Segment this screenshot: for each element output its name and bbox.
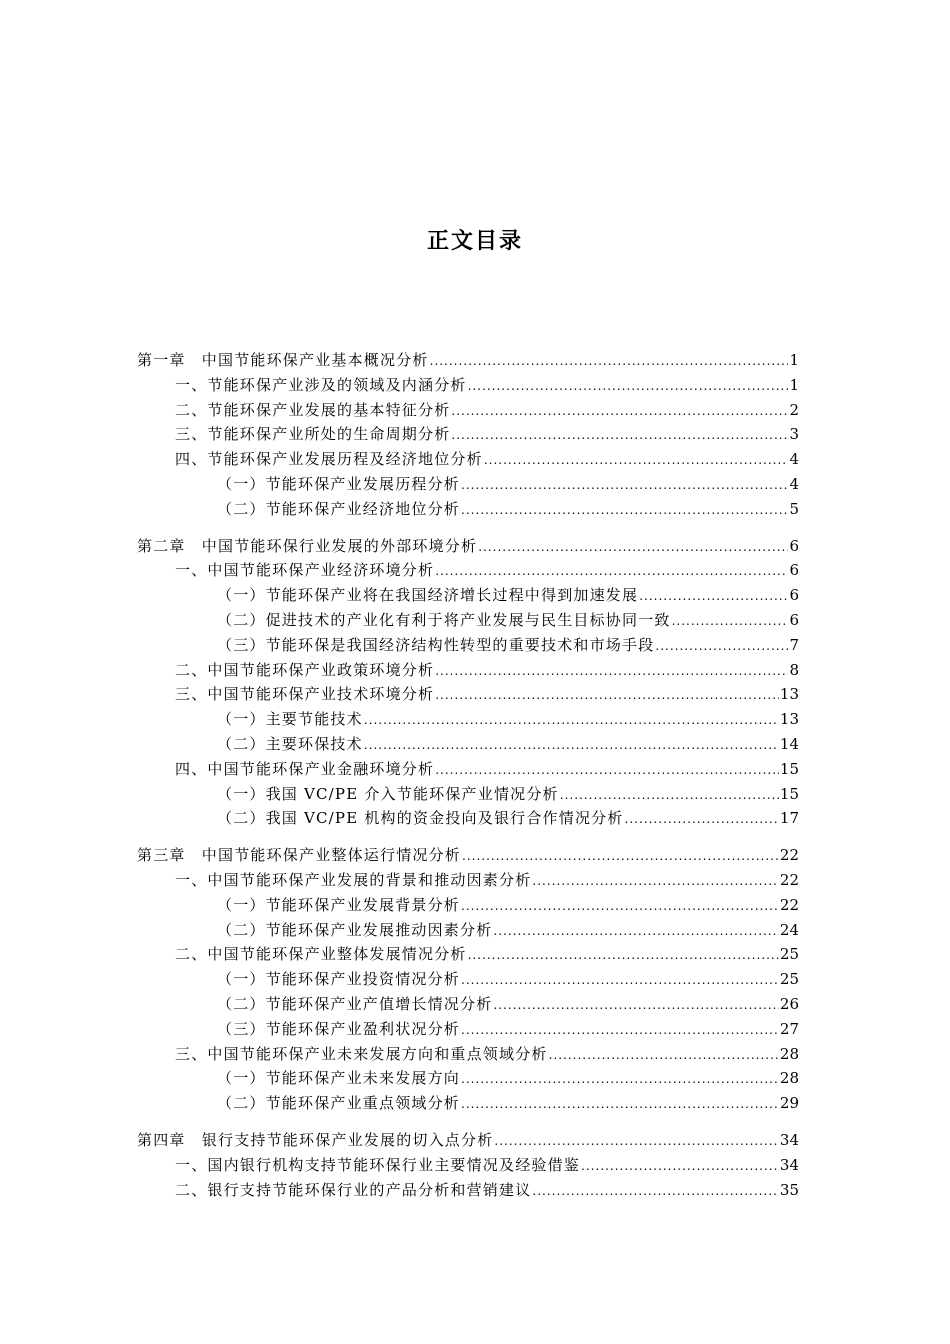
toc-dot-leader <box>468 943 779 968</box>
toc-entry[interactable] <box>137 843 799 868</box>
toc-entry[interactable] <box>137 967 799 992</box>
toc-dot-leader <box>435 559 788 584</box>
toc-dot-leader <box>461 498 788 523</box>
toc-entry-title: 二、中国节能环保产业整体发展情况分析 <box>175 945 467 964</box>
toc-entry[interactable] <box>137 806 799 831</box>
toc-entry[interactable] <box>137 558 799 583</box>
toc-entry-title: 三、节能环保产业所处的生命周期分析 <box>175 425 451 444</box>
toc-entry-title: （一）节能环保产业未来发展方向 <box>217 1069 461 1088</box>
toc-entry[interactable] <box>137 1091 799 1116</box>
toc-entry[interactable] <box>137 497 799 522</box>
toc-entry[interactable] <box>137 732 799 757</box>
page-title: 正文目录 <box>426 229 523 254</box>
toc-dot-leader <box>478 535 788 560</box>
toc-entry-page: 35 <box>779 1180 799 1199</box>
toc-dot-leader <box>655 634 788 659</box>
toc-dot-leader <box>435 758 779 783</box>
toc-entry-page: 28 <box>779 1069 799 1088</box>
toc-entry[interactable] <box>137 1017 799 1042</box>
toc-dot-leader <box>430 349 789 374</box>
toc-entry[interactable] <box>137 1178 799 1203</box>
toc-entry-page: 25 <box>779 945 799 964</box>
toc-entry[interactable] <box>137 447 799 472</box>
toc-entry-page: 7 <box>789 635 799 654</box>
toc-entry[interactable] <box>137 992 799 1017</box>
toc-entry-page: 6 <box>789 610 799 629</box>
toc-entry-title: （一）节能环保产业投资情况分析 <box>217 970 461 989</box>
toc-dot-leader <box>461 1092 779 1117</box>
toc-entry-page: 25 <box>779 970 799 989</box>
toc-entry-title: （二）主要环保技术 <box>217 734 363 753</box>
toc-dot-leader <box>451 423 788 448</box>
toc-entry-page: 34 <box>779 1155 799 1174</box>
toc-dot-leader <box>549 1043 779 1068</box>
toc-entry-title: （一）主要节能技术 <box>217 710 363 729</box>
toc-dot-leader <box>462 844 779 869</box>
toc-dot-leader <box>364 733 779 758</box>
toc-entry-title: （二）节能环保产业经济地位分析 <box>217 499 461 518</box>
toc-entry-title: 三、中国节能环保产业技术环境分析 <box>175 685 435 704</box>
toc-dot-leader <box>560 783 779 808</box>
toc-entry-title: 二、银行支持节能环保行业的产品分析和营销建议 <box>175 1180 532 1199</box>
toc-dot-leader <box>451 399 788 424</box>
toc-entry-page: 22 <box>779 870 799 889</box>
toc-entry-page: 4 <box>789 450 799 469</box>
toc-entry-page: 27 <box>779 1019 799 1038</box>
toc-entry[interactable] <box>137 782 799 807</box>
toc-dot-leader <box>581 1154 779 1179</box>
toc-dot-leader <box>494 1129 779 1154</box>
toc-dot-leader <box>461 968 779 993</box>
toc-entry-title: 一、国内银行机构支持节能环保行业主要情况及经验借鉴 <box>175 1155 581 1174</box>
toc-entry[interactable] <box>137 893 799 918</box>
toc-entry[interactable] <box>137 1042 799 1067</box>
toc-entry-title: 第一章 中国节能环保产业基本概况分析 <box>137 351 429 369</box>
toc-entry-page: 6 <box>789 536 799 555</box>
toc-entry-title: 第三章 中国节能环保产业整体运行情况分析 <box>137 846 462 865</box>
toc-entry-title: 一、中国节能环保产业发展的背景和推动因素分析 <box>175 870 532 889</box>
toc-entry[interactable] <box>137 583 799 608</box>
toc-entry-title: （一）节能环保产业发展背景分析 <box>217 895 461 914</box>
toc-dot-leader <box>461 473 788 498</box>
toc-dot-leader <box>672 609 789 634</box>
toc-entry[interactable] <box>137 1153 799 1178</box>
toc-entry-title: （三）节能环保产业盈利状况分析 <box>217 1019 461 1038</box>
toc-entry-page: 2 <box>789 400 799 419</box>
toc-entry[interactable] <box>137 348 799 373</box>
toc-dot-leader <box>435 659 788 684</box>
toc-entry-page: 22 <box>779 895 799 914</box>
toc-entry-page: 34 <box>779 1130 799 1149</box>
toc-entry-title: （二）节能环保产业产值增长情况分析 <box>217 994 493 1013</box>
toc-dot-leader <box>625 807 779 832</box>
toc-entry-page: 3 <box>789 425 799 444</box>
toc-entry-title: 一、节能环保产业涉及的领域及内涵分析 <box>175 375 467 394</box>
toc-entry[interactable] <box>137 633 799 658</box>
toc-dot-leader <box>435 683 779 708</box>
toc-dot-leader <box>468 374 789 399</box>
toc-entry-page: 15 <box>779 784 799 803</box>
toc-entry-page: 4 <box>789 474 799 493</box>
toc-entry-page: 24 <box>779 920 799 939</box>
toc-entry-page: 22 <box>779 846 799 865</box>
toc-entry[interactable] <box>137 422 799 447</box>
toc-entry-page: 14 <box>779 734 799 753</box>
toc-dot-leader <box>484 448 789 473</box>
toc-entry-page: 13 <box>779 710 799 729</box>
toc-entry[interactable] <box>137 534 799 559</box>
toc-entry-title: （一）节能环保产业发展历程分析 <box>217 474 461 493</box>
toc-entry[interactable] <box>137 1066 799 1091</box>
toc-entry-title: 二、节能环保产业发展的基本特征分析 <box>175 400 451 419</box>
toc-dot-leader <box>532 869 779 894</box>
toc-entry-title: 二、中国节能环保产业政策环境分析 <box>175 660 435 679</box>
toc-entry-page: 1 <box>789 375 799 394</box>
toc-entry-page: 5 <box>789 499 799 518</box>
toc-entry-title: 第二章 中国节能环保行业发展的外部环境分析 <box>137 536 478 555</box>
toc-entry-title: 三、中国节能环保产业未来发展方向和重点领域分析 <box>175 1044 548 1063</box>
toc-entry[interactable] <box>137 608 799 633</box>
table-of-contents <box>137 348 799 1202</box>
toc-entry[interactable] <box>137 472 799 497</box>
toc-entry[interactable] <box>137 868 799 893</box>
toc-entry-page: 15 <box>779 759 799 778</box>
toc-entry[interactable] <box>137 398 799 423</box>
toc-entry-title: 第四章 银行支持节能环保产业发展的切入点分析 <box>137 1130 494 1149</box>
toc-entry-title: （一）我国 VC/PE 介入节能环保产业情况分析 <box>217 784 559 803</box>
toc-entry-page: 1 <box>789 351 799 369</box>
toc-entry[interactable] <box>137 918 799 943</box>
toc-dot-leader <box>493 919 779 944</box>
toc-entry-page: 26 <box>779 994 799 1013</box>
toc-entry-page: 17 <box>779 809 799 828</box>
toc-entry-page: 6 <box>789 586 799 605</box>
toc-entry[interactable] <box>137 373 799 398</box>
toc-entry-title: （二）节能环保产业重点领域分析 <box>217 1094 461 1113</box>
toc-dot-leader <box>461 894 779 919</box>
toc-dot-leader <box>493 993 779 1018</box>
toc-entry-page: 29 <box>779 1094 799 1113</box>
toc-entry-page: 28 <box>779 1044 799 1063</box>
toc-entry-title: （二）我国 VC/PE 机构的资金投向及银行合作情况分析 <box>217 809 624 828</box>
toc-entry-page: 13 <box>779 685 799 704</box>
toc-entry-title: （三）节能环保是我国经济结构性转型的重要技术和市场手段 <box>217 635 655 654</box>
toc-entry-title: （二）促进技术的产业化有利于将产业发展与民生目标协同一致 <box>217 610 671 629</box>
toc-entry-title: 四、中国节能环保产业金融环境分析 <box>175 759 435 778</box>
toc-dot-leader <box>364 708 779 733</box>
toc-entry-title: （二）节能环保产业发展推动因素分析 <box>217 920 493 939</box>
toc-entry[interactable] <box>137 942 799 967</box>
toc-dot-leader <box>639 584 788 609</box>
toc-entry[interactable] <box>137 757 799 782</box>
toc-dot-leader <box>461 1067 779 1092</box>
toc-entry[interactable] <box>137 707 799 732</box>
toc-entry-page: 8 <box>789 660 799 679</box>
toc-entry-page: 6 <box>789 561 799 580</box>
toc-entry-title: 一、中国节能环保产业经济环境分析 <box>175 561 435 580</box>
toc-dot-leader <box>461 1018 779 1043</box>
toc-entry[interactable] <box>137 682 799 707</box>
toc-entry[interactable] <box>137 1128 799 1153</box>
toc-entry-title: （一）节能环保产业将在我国经济增长过程中得到加速发展 <box>217 586 639 605</box>
toc-entry-title: 四、节能环保产业发展历程及经济地位分析 <box>175 450 483 469</box>
toc-dot-leader <box>532 1179 779 1204</box>
toc-entry[interactable] <box>137 658 799 683</box>
